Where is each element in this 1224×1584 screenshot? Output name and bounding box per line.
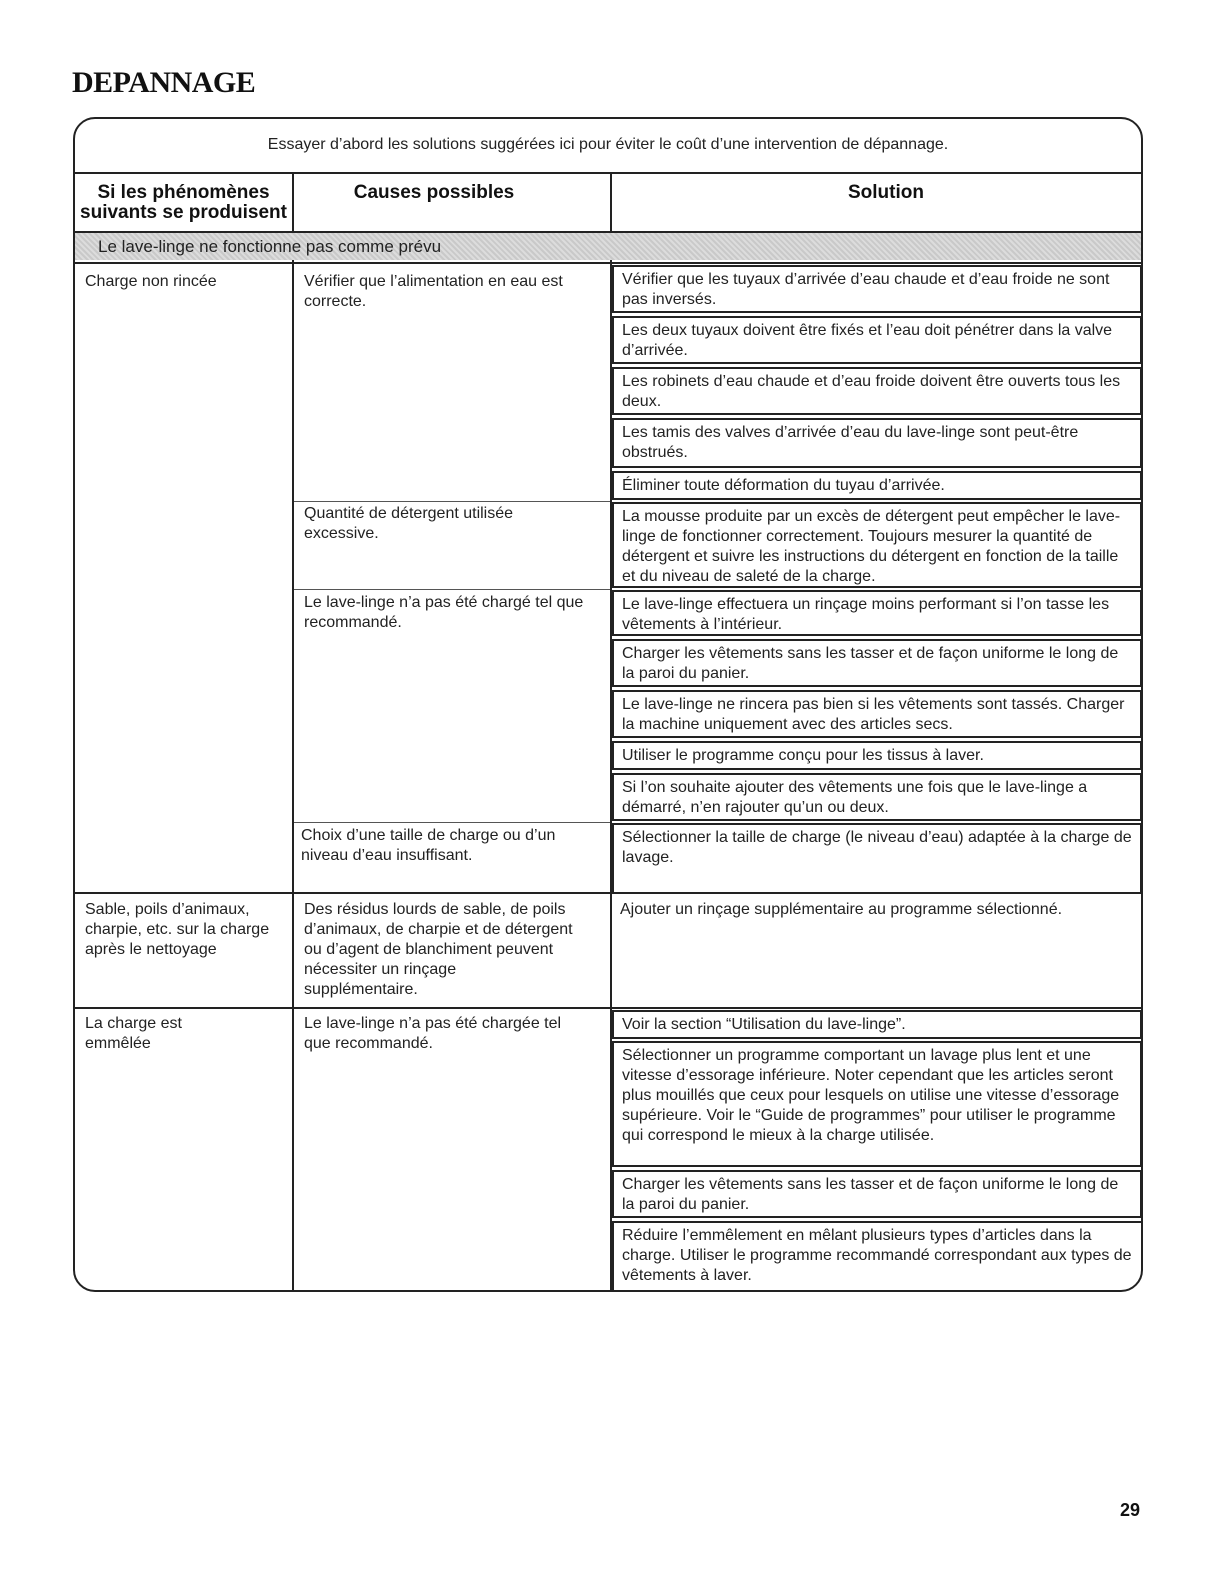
page-number: 29 <box>1120 1500 1141 1520</box>
cause-cell: Quantité de détergent utilisée excessive. <box>304 505 514 542</box>
problem-cell: La charge est emmêlée <box>85 1015 182 1052</box>
solution-cell: Les robinets d’eau chaude et d’eau froide doivent être ouverts tous les deux. <box>612 367 1142 415</box>
cause-divider-3 <box>294 822 610 823</box>
page-title: DEPANNAGE <box>72 66 256 99</box>
solution-cell: Le lave-linge ne rincera pas bien si les vêtements sont tassés. Charger la machine uniquement avec des articles secs. <box>612 690 1142 738</box>
solution-cell: Voir la section “Utilisation du lave-linge”. <box>612 1010 1142 1039</box>
cause-cell: Vérifier que l’alimentation en eau est correcte. <box>304 273 563 310</box>
solution-cell: Le lave-linge effectuera un rinçage moins performant si l’on tasse les vêtements à l’intérieur. <box>612 590 1142 636</box>
cause-cell: Des résidus lourds de sable, de poils d’animaux, de charpie et de détergent ou d’agent de blanchiment peuvent nécessiter un rinçage supplémentaire. <box>304 901 573 998</box>
cause-cell: Le lave-linge n’a pas été chargé tel que recommandé. <box>304 594 584 631</box>
solution-cell: Sélectionner la taille de charge (le niveau d’eau) adaptée à la charge de lavage. <box>612 823 1142 892</box>
solution-cell: Ajouter un rinçage supplémentaire au programme sélectionné. <box>620 901 1063 918</box>
header-problem <box>75 183 292 223</box>
cause-cell: Choix d’une taille de charge ou d’un niveau d’eau insuffisant. <box>301 827 556 864</box>
cause-divider-1 <box>294 501 610 502</box>
solution-cell: Si l’on souhaite ajouter des vêtements une fois que le lave-linge a démarré, n’en rajouter qu’un ou deux. <box>612 773 1142 821</box>
section-bottom-rule <box>75 262 1141 264</box>
solution-cell: La mousse produite par un excès de détergent peut empêcher le lave-linge de fonctionner correctement. Toujours mesurer la quantité de détergent et suivre les instructions du détergent en fonction de la taille et du niveau de saleté de la charge. <box>612 502 1142 588</box>
cause-divider-2 <box>294 589 610 590</box>
solution-cell: Réduire l’emmêlement en mêlant plusieurs types d’articles dans la charge. Utiliser le programme recommandé correspondant aux types de vêtements à laver. <box>612 1221 1142 1290</box>
problem-cell: Sable, poils d’animaux, charpie, etc. sur la charge après le nettoyage <box>85 901 270 958</box>
column-divider-1 <box>292 172 294 1290</box>
solution-cell: Les tamis des valves d’arrivée d’eau du lave-linge sont peut-être obstrués. <box>612 418 1142 468</box>
solution-cell: Vérifier que les tuyaux d’arrivée d’eau chaude et d’eau froide ne sont pas inversés. <box>612 265 1142 313</box>
solution-cell: Utiliser le programme conçu pour les tissus à laver. <box>612 741 1142 770</box>
solution-cell: Éliminer toute déformation du tuyau d’arrivée. <box>612 471 1142 500</box>
solution-cell: Sélectionner un programme comportant un lavage plus lent et une vitesse d’essorage inférieure. Noter cependant que les articles seront plus mouillés que ceux pour lesquels on utilise une vitesse d’essorage supérieure. Voir le “Guide de programmes” pour utiliser le programme qui correspond le mieux à la charge utilisée. <box>612 1041 1142 1167</box>
header-top-rule <box>75 172 1141 174</box>
row-divider-1 <box>75 892 1141 894</box>
cause-cell: Le lave-linge n’a pas été chargée tel que recommandé. <box>304 1015 562 1052</box>
header-solution: Solution <box>848 182 924 203</box>
row-divider-2 <box>75 1007 1141 1009</box>
solution-cell: Les deux tuyaux doivent être fixés et l’eau doit pénétrer dans la valve d’arrivée. <box>612 316 1142 364</box>
header-problem-line2: suivants se produisent <box>80 202 287 223</box>
header-problem-line1: Si les phénomènes <box>97 182 270 203</box>
solution-cell: Charger les vêtements sans les tasser et de façon uniforme le long de la paroi du panier. <box>612 639 1142 687</box>
section-title: Le lave-linge ne fonctionne pas comme prévu <box>98 237 442 256</box>
header-causes: Causes possibles <box>353 182 515 203</box>
problem-cell: Charge non rincée <box>85 273 217 290</box>
solution-cell: Charger les vêtements sans les tasser et de façon uniforme le long de la paroi du panier. <box>612 1170 1142 1218</box>
intro-text: Essayer d’abord les solutions suggérées ici pour éviter le coût d’une intervention de dépannage. <box>267 136 949 153</box>
